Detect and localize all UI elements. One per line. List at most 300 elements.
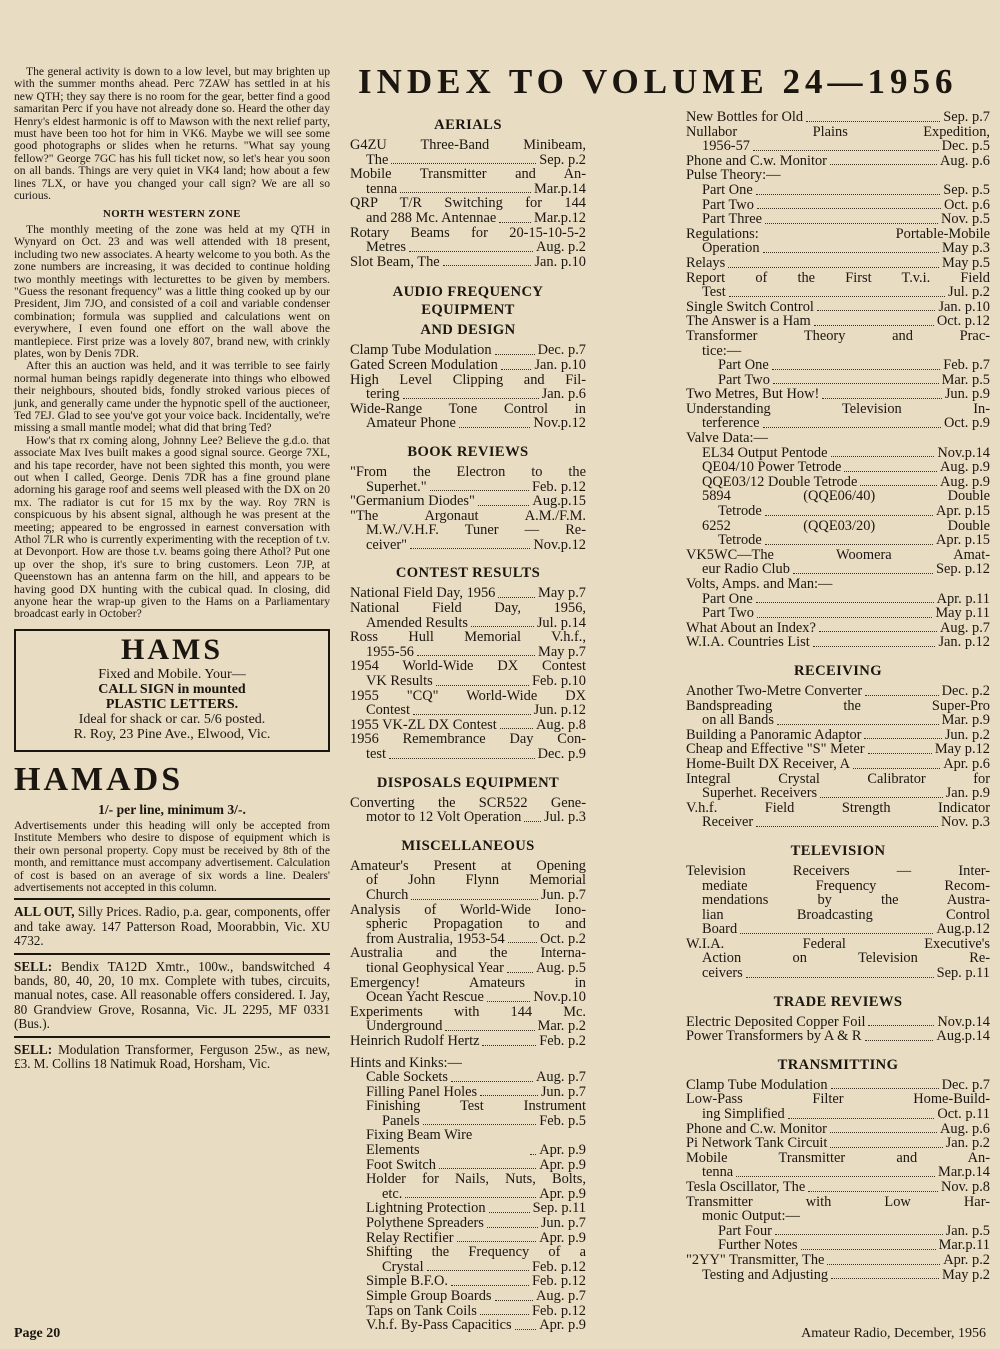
classified-ad — [14, 960, 330, 1032]
page-ref: Oct. p.6 — [944, 196, 990, 213]
index-entry-line: mediate Frequency Recom- — [702, 877, 990, 894]
index-entry-line: QRP T/R Switching for 144 — [350, 195, 586, 212]
index-entry — [686, 922, 990, 937]
entry-title: Phone and C.w. Monitor — [686, 152, 827, 169]
index-entry — [686, 728, 990, 743]
entry-title: Church — [366, 886, 409, 903]
index-entry-line: 1956 Remembrance Day Con- — [350, 731, 586, 748]
section-heading: TRADE REVIEWS — [773, 993, 903, 1010]
page-ref: Dec. p.7 — [537, 342, 586, 359]
page-ref: May p.7 — [538, 643, 586, 660]
index-entry — [686, 460, 990, 475]
index-entry — [686, 183, 990, 198]
page-ref: Aug. p.9 — [940, 473, 990, 490]
ad-lead: SELL: — [14, 958, 53, 974]
entry-title: Part One — [702, 590, 753, 607]
index-entry-line: National Field Day, 1956, — [350, 600, 586, 617]
section-heading: DISPOSALS EQUIPMENT — [376, 774, 560, 791]
page-ref: May p.7 — [538, 585, 586, 602]
index-entry-line: "The Argonaut A.M./F.M. — [350, 507, 586, 524]
index-entry-line: 5894 (QQE06/40) Double — [702, 488, 990, 505]
page-ref: Jan. p.5 — [945, 1222, 990, 1239]
entry-title: Part Two — [702, 196, 754, 213]
index-entry — [686, 562, 990, 577]
entry-title: Amateur Phone — [366, 415, 456, 432]
page-ref: Jul. p.14 — [536, 614, 586, 631]
index-title: INDEX TO VOLUME 24—1956 — [358, 62, 958, 101]
index-entry — [350, 1158, 586, 1173]
page-ref: Dec. p.5 — [941, 138, 990, 155]
index-entry — [350, 1070, 586, 1085]
page-ref: Aug.p.14 — [936, 1028, 990, 1045]
index-entry-line: Nullabor Plains Expedition, — [686, 123, 990, 140]
index-entry — [350, 1274, 586, 1289]
page-ref: Aug. p.7 — [940, 619, 990, 636]
page-ref: Sep. p.5 — [943, 181, 990, 198]
page-ref: Feb. p.12 — [532, 1258, 586, 1275]
entry-title: eur Radio Club — [702, 561, 790, 578]
index-entry — [350, 240, 586, 255]
index-entry-line: monic Output:— — [702, 1208, 800, 1225]
ad-line: R. Roy, 23 Pine Ave., Elwood, Vic. — [73, 726, 271, 742]
entry-title: Relay Rectifier — [366, 1229, 454, 1246]
index-entry-line: Low-Pass Filter Home-Build- — [686, 1091, 990, 1108]
index-entry — [686, 1268, 990, 1283]
entry-title: from Australia, 1953-54 — [366, 930, 505, 947]
index-entry-line: Amateur's Present at Opening — [350, 857, 586, 874]
index-entry-line: Experiments with 144 Mc. — [350, 1003, 586, 1020]
page-ref: Oct. p.12 — [936, 313, 990, 330]
page-ref: Jan. p.2 — [945, 1135, 990, 1152]
index-entry — [350, 494, 586, 509]
entry-title: EL34 Output Pentode — [702, 444, 828, 461]
index-entry — [686, 1224, 990, 1239]
page-ref: Mar. p.9 — [941, 712, 990, 729]
entry-title: "Germanium Diodes" — [350, 493, 475, 510]
paragraph: The general activity is down to a low level, but may brighten up with the summer months ahead. Perc 7ZAW has settled in at his new QTH; they say there is no room for the gear, better find a good samaritan Perc if you have not already done so. Heard the other day Henry's eldest harmonic is off to Mawson with the next relief party, must have been too hot for him in VK6. Maybe we will see some good photographs or slides when he returns. "What say young fellow?" George 7GC has his full ticket now, so let's hear you soon on all bands. Things are very quiet in VK4 land; how about a few lines 7LX, or have you changed your call sign? We are all so curious. — [14, 65, 330, 203]
entry-title: New Bottles for Old — [686, 109, 804, 125]
page-ref: May p.3 — [942, 240, 990, 257]
index-entry — [686, 285, 990, 300]
ad-line: CALL SIGN in mounted — [98, 681, 246, 697]
entry-title: Foot Switch — [366, 1156, 436, 1173]
index-entry — [686, 110, 990, 125]
page-ref: Jul. p.3 — [544, 809, 586, 826]
index-entry-line: Analysis of World-Wide Iono- — [350, 901, 586, 918]
index-entry — [350, 718, 586, 733]
index-entry-line: Bandspreading the Super-Pro — [686, 697, 990, 714]
index-entry — [350, 1187, 586, 1202]
page-ref: Jun. p.7 — [540, 1083, 586, 1100]
index-entry-line: High Level Clipping and Fil- — [350, 371, 586, 388]
entry-title: 1956-57 — [702, 138, 750, 155]
index-entry — [686, 212, 990, 227]
index-entry — [350, 416, 586, 431]
index-entry — [686, 815, 990, 830]
entry-title: Test — [702, 284, 726, 301]
page-ref: Nov.p.10 — [533, 989, 586, 1006]
index-entry — [686, 358, 990, 373]
entry-title: Relays — [686, 254, 726, 271]
page-ref: Apr. p.2 — [943, 1251, 990, 1268]
page-ref: Mar. p.5 — [941, 371, 990, 388]
hamads-title: HAMADS — [14, 760, 184, 798]
index-column-middle — [350, 110, 586, 1333]
index-entry — [686, 1122, 990, 1137]
index-entry-line: Action on Television Re- — [702, 950, 990, 967]
ad-line: Ideal for shack or car. 5/6 posted. — [78, 711, 266, 727]
entry-title: Panels — [382, 1112, 420, 1129]
section-heading: MISCELLANEOUS — [401, 837, 535, 854]
index-entry — [686, 1165, 990, 1180]
page-ref: Feb. p.7 — [943, 357, 990, 374]
index-entry — [686, 786, 990, 801]
entry-title: Single Switch Control — [686, 298, 814, 315]
page-ref: Aug.p.12 — [936, 921, 990, 938]
entry-title: Home-Built DX Receiver, A — [686, 755, 851, 772]
index-entry — [350, 703, 586, 718]
index-entry-line: Rotary Beams for 20-15-10-5-2 — [350, 224, 586, 241]
ad-text: Modulation Transformer, Ferguson 25w., as new, £3. M. Collins 18 Natimuk Road, Horsham, Vic. — [14, 1041, 330, 1071]
index-entry — [350, 538, 586, 553]
index-entry — [350, 932, 586, 947]
page-ref: Mar. p.2 — [537, 1018, 586, 1035]
page-ref: Sep. p.7 — [943, 109, 990, 125]
entry-title: Fixing Beam Wire Elements — [366, 1127, 473, 1159]
entry-title: Superhet. Receivers — [702, 785, 818, 802]
index-column-right — [686, 110, 990, 1282]
entry-title: Amended Results — [366, 614, 468, 631]
left-column — [14, 66, 330, 1071]
index-entry-line: Regulations: Portable-Mobile — [686, 225, 990, 242]
page-ref: Apr. p.6 — [943, 755, 990, 772]
index-entry — [350, 211, 586, 226]
index-entry-line: 6252 (QQE03/20) Double — [702, 517, 990, 534]
entry-title: on all Bands — [702, 712, 774, 729]
page-ref: Apr. p.15 — [936, 532, 990, 549]
index-entry — [350, 645, 586, 660]
ad-lead: ALL OUT, — [14, 904, 75, 920]
page-ref: Apr. p.9 — [539, 1317, 586, 1334]
page-ref: Mar.p.11 — [938, 1237, 990, 1254]
entry-title: tenna — [702, 1164, 734, 1181]
page-ref: Jan. p.9 — [945, 785, 990, 802]
page-ref: Feb. p.5 — [539, 1112, 586, 1129]
zone-heading: NORTH WESTERN ZONE — [102, 208, 241, 221]
entry-title: ceiver" — [366, 536, 408, 553]
index-subheading: Valve Data:— — [686, 430, 768, 447]
page-ref: Aug. p.2 — [536, 239, 586, 256]
ad-text: Silly Prices. Radio, p.a. gear, components, offer and take away. 147 Patterson Road, Moorabbin, Vic. XU 4732. — [14, 904, 330, 949]
index-entry — [686, 256, 990, 271]
index-entry — [686, 300, 990, 315]
page-ref: Jan. p.12 — [938, 634, 990, 651]
ad-lead: SELL: — [14, 1041, 53, 1057]
index-entry-line: G4ZU Three-Band Minibeam, — [350, 137, 586, 153]
entry-title: 1955-56 — [366, 643, 414, 660]
entry-title: The — [366, 151, 389, 168]
index-entry — [686, 757, 990, 772]
entry-title: What About an Index? — [686, 619, 816, 636]
page-ref: Apr. p.9 — [539, 1185, 586, 1202]
entry-title: and 288 Mc. Antennae — [366, 209, 497, 226]
entry-title: Gated Screen Modulation — [350, 356, 498, 373]
entry-title: Part One — [718, 357, 769, 374]
index-entry — [350, 1289, 586, 1304]
index-entry — [686, 592, 990, 607]
index-entry — [686, 154, 990, 169]
entry-title: Ocean Yacht Rescue — [366, 989, 484, 1006]
page-ref: May p.11 — [935, 605, 990, 622]
entry-title: Part One — [702, 181, 753, 198]
index-entry-line: M.W./V.H.F. Tuner — Re- — [366, 522, 586, 539]
index-entry-line: "From the Electron to the — [350, 463, 586, 480]
entry-title: Part Two — [702, 605, 754, 622]
index-entry — [686, 742, 990, 757]
index-subheading: Hints and Kinks:— — [350, 1054, 462, 1071]
index-entry-line: Mobile Transmitter and An- — [350, 166, 586, 183]
page-ref: Jun. p.7 — [540, 886, 586, 903]
index-entry-line: of John Flynn Memorial — [366, 872, 586, 889]
index-entry — [686, 1078, 990, 1093]
index-entry — [686, 606, 990, 621]
index-entry — [350, 1260, 586, 1275]
entry-title: Tetrode — [718, 532, 762, 549]
entry-title: Phone and C.w. Monitor — [686, 1120, 827, 1137]
entry-title: Part Three — [702, 211, 763, 228]
index-entry-line: mendations by the Austra- — [702, 892, 990, 909]
index-entry-line: 1955 "CQ" World-Wide DX — [350, 687, 586, 704]
index-entry-line: Shifting the Frequency of a — [366, 1244, 586, 1261]
section-heading: AND DESIGN — [420, 322, 516, 339]
ad-text: Bendix TA12D Xmtr., 100w., bandswitched 4 bands, 80, 40, 20, 10 mx. Complete with tubes, circuits, manual notes, case. All reasonable offers considered. I. Jay, 80 Grandview Grove, Rosanna, Vic. JL 2295, MF 0331 (Bus.). — [14, 958, 330, 1032]
index-entry — [350, 1216, 586, 1231]
index-entry — [686, 621, 990, 636]
entry-title: The Answer is a Ham — [686, 313, 811, 330]
index-entry — [686, 139, 990, 154]
hamads-rate: 1/- per line, minimum 3/-. — [98, 801, 246, 817]
index-entry — [350, 961, 586, 976]
index-subheading: Volts, Amps. and Man:— — [686, 576, 833, 592]
page-ref: Feb. p.10 — [532, 673, 586, 690]
index-entry — [686, 635, 990, 650]
divider — [14, 898, 330, 900]
entry-title: test — [366, 746, 386, 762]
index-entry-line: lian Broadcasting Control — [702, 906, 990, 923]
entry-title: Pi Network Tank Circuit — [686, 1135, 828, 1152]
page-ref: Dec. p.9 — [537, 746, 586, 762]
entry-title: ing Simplified — [702, 1106, 785, 1123]
page-ref: Mar.p.14 — [938, 1164, 990, 1181]
index-entry — [686, 1029, 990, 1044]
page-ref: Apr. p.9 — [539, 1142, 586, 1159]
section-heading: AUDIO FREQUENCY EQUIPMENT — [392, 284, 544, 319]
page-ref: Sep. p.2 — [539, 151, 586, 168]
index-entry — [686, 241, 990, 256]
index-entry — [686, 1015, 990, 1030]
index-entry — [686, 416, 990, 431]
hams-advertisement — [14, 629, 330, 752]
entry-title: Cable Sockets — [366, 1069, 448, 1086]
entry-title: etc. — [382, 1185, 403, 1202]
page-ref: Jul. p.2 — [948, 284, 990, 301]
section-heading: BOOK REVIEWS — [407, 443, 529, 460]
page-ref: Mar.p.14 — [534, 180, 586, 197]
entry-title: Another Two-Metre Converter — [686, 682, 863, 699]
page-ref: Nov. p.8 — [940, 1179, 990, 1195]
page-ref: Dec. p.2 — [941, 682, 990, 699]
entry-title: Power Transformers by A & R — [686, 1028, 862, 1045]
page-ref: Apr. p.9 — [539, 1229, 586, 1246]
page-ref: Oct. p.9 — [944, 415, 990, 432]
page-ref: Nov. p.3 — [940, 814, 990, 831]
index-entry — [350, 747, 586, 762]
index-entry-line: Mobile Transmitter and An- — [686, 1149, 990, 1166]
page-ref: Jun. p.12 — [533, 702, 586, 719]
entry-title: Receiver — [702, 814, 754, 831]
index-entry-line: W.I.A. Federal Executive's — [686, 935, 990, 952]
index-entry — [686, 475, 990, 490]
zone-notes — [14, 66, 330, 621]
index-entry — [350, 153, 586, 168]
entry-title: Further Notes — [718, 1237, 798, 1254]
classified-ad — [14, 905, 330, 948]
index-entry-line: Converting the SCR522 Gene- — [350, 794, 586, 811]
index-entry-line: Transformer Theory and Prac- — [686, 327, 990, 344]
page-ref: Apr. p.9 — [539, 1156, 586, 1173]
entry-title: tional Geophysical Year — [366, 959, 504, 976]
entry-title: QE04/10 Power Tetrode — [702, 459, 842, 476]
index-entry — [686, 373, 990, 388]
classified-ad — [14, 1043, 330, 1072]
page-ref: Aug. p.7 — [536, 1069, 586, 1086]
page-ref: Nov.p.14 — [937, 444, 990, 461]
hams-title: HAMS — [121, 632, 223, 666]
page-ref: Sep. p.11 — [532, 1200, 586, 1217]
entry-title: National Field Day, 1956 — [350, 585, 496, 602]
entry-title: Contest — [366, 702, 410, 719]
index-entry — [350, 674, 586, 689]
index-entry — [350, 480, 586, 495]
index-entry-line: tice:— — [702, 342, 742, 359]
page-ref: Mar.p.12 — [534, 209, 586, 226]
section-heading: TELEVISION — [790, 842, 886, 859]
index-entry — [350, 1085, 586, 1100]
page-ref: May p.2 — [942, 1266, 990, 1283]
index-entry — [350, 810, 586, 825]
index-entry — [686, 314, 990, 329]
entry-title: Testing and Adjusting — [702, 1266, 829, 1283]
entry-title: Building a Panoramic Adaptor — [686, 726, 862, 743]
page-ref: Aug. p.6 — [940, 1120, 990, 1137]
page-ref: May p.5 — [942, 254, 990, 271]
entry-title: Electric Deposited Copper Foil — [686, 1013, 866, 1030]
page-ref: Sep. p.12 — [936, 561, 990, 578]
index-entry-line: Emergency! Amateurs in — [350, 974, 586, 991]
page-ref: Jan. p.10 — [534, 356, 586, 373]
index-entry — [686, 713, 990, 728]
page-ref: Sep. p.11 — [936, 965, 990, 982]
page-ref: Aug. p.9 — [940, 459, 990, 476]
entry-title: Part Two — [718, 371, 770, 388]
index-entry — [686, 198, 990, 213]
page-ref: May p.12 — [934, 741, 990, 758]
entry-title: Tesla Oscillator, The — [686, 1179, 806, 1195]
page-ref: Feb. p.12 — [532, 478, 586, 495]
entry-title: terference — [702, 415, 760, 432]
divider — [14, 1036, 330, 1038]
entry-title: Tetrode — [718, 503, 762, 520]
entry-title: Two Metres, But How! — [686, 386, 820, 403]
index-entry — [686, 387, 990, 402]
index-entry — [686, 1136, 990, 1151]
index-entry-line: Ross Hull Memorial V.h.f., — [350, 629, 586, 646]
entry-title: Heinrich Rudolf Hertz — [350, 1032, 480, 1049]
paragraph: How's that rx coming along, Johnny Lee? Believe the g.d.o. that associate Max Ives built makes a good signal source. George 7XL, and his tape recorder, have not been sighted this month, you were out when I called, George. Denis 7DR has a fine ground plane adorning his garage roof and seems well pleased with the DX on 20 mx. The radiator is cut for 15 mx by the way. Roy 7RN is conspicuous by his absent signal, although he was present at the meeting; appeared to be engrossed in earnest conversation with Athol 7LR who is currently experimenting with the reception of t.v. at Devonport. How are those t.v. beams going there Athol? Put one up over the shop, it's sure to bring customers. Leon 7JP, at Queenstown has an antenna farm on the hill, and appears to be having good DX hunting with the cubical quad. In closing, did anyone hear the wrap-up given to the Hams on a Parliamentary broadcast early in October? — [14, 433, 330, 621]
index-entry-line: V.h.f. Field Strength Indicator — [686, 799, 990, 816]
entry-title: tering — [366, 386, 400, 403]
section-heading: CONTEST RESULTS — [395, 565, 541, 582]
entry-title: Metres — [366, 239, 406, 256]
page-ref: Nov.p.12 — [533, 536, 586, 553]
page-ref: Jan. p.6 — [541, 386, 586, 403]
section-heading: TRANSMITTING — [777, 1056, 899, 1073]
index-entry-line: Australia and the Interna- — [350, 945, 586, 962]
entry-title: VK Results — [366, 673, 433, 690]
entry-title: "2YY" Transmitter, The — [686, 1251, 825, 1268]
entry-title: Underground — [366, 1018, 443, 1035]
page-ref: Jun. p.9 — [944, 386, 990, 403]
hamads-conditions: Advertisements under this heading will only be accepted from Institute Members who desire to dispose of equipment which is their own personal property. Copy must be received by 8th of the month, and remittance must accompany advertisement. Calculation of cost is based on an average of six words a line. Dealers' advertisements not accepted in this column. — [14, 818, 330, 894]
index-entry-line: Television Receivers — Inter- — [686, 862, 990, 879]
index-entry — [350, 182, 586, 197]
entry-title: Operation — [702, 240, 760, 257]
index-entry — [686, 1238, 990, 1253]
section-heading: AERIALS — [434, 117, 502, 133]
page-ref: Aug. p.6 — [940, 152, 990, 169]
index-entry — [350, 387, 586, 402]
index-entry — [350, 1034, 586, 1049]
page-ref: Jun. p.7 — [540, 1215, 586, 1232]
index-entry-line: Holder for Nails, Nuts, Bolts, — [366, 1171, 586, 1188]
entry-title: W.I.A. Countries List — [686, 634, 810, 651]
entry-title: Board — [702, 921, 738, 938]
index-entry — [350, 1201, 586, 1216]
ad-line: Fixed and Mobile. Your— — [98, 666, 246, 682]
index-entry — [686, 446, 990, 461]
page-ref: Oct. p.11 — [937, 1106, 990, 1123]
index-entry-line: Understanding Television In- — [686, 400, 990, 417]
index-entry-line: 1954 World-Wide DX Contest — [350, 658, 586, 675]
entry-title: Clamp Tube Modulation — [350, 342, 492, 359]
entry-title: tenna — [366, 180, 398, 197]
page-ref: Aug. p.7 — [536, 1288, 586, 1304]
index-entry — [686, 1253, 990, 1268]
index-entry — [350, 1304, 586, 1319]
index-entry — [350, 358, 586, 373]
index-entry-line: Finishing Test Instrument — [366, 1098, 586, 1115]
page-ref: Apr. p.15 — [936, 503, 990, 520]
index-entry — [350, 1318, 586, 1333]
page-ref: Jun. p.2 — [944, 726, 990, 743]
index-entry — [350, 586, 586, 601]
entry-title: QQE03/12 Double Tetrode — [702, 473, 858, 490]
page-ref: Nov.p.14 — [937, 1013, 990, 1030]
index-entry — [686, 533, 990, 548]
index-entry — [686, 684, 990, 699]
index-entry-line: Integral Crystal Calibrator for — [686, 770, 990, 787]
entry-title: ceivers — [702, 965, 743, 982]
